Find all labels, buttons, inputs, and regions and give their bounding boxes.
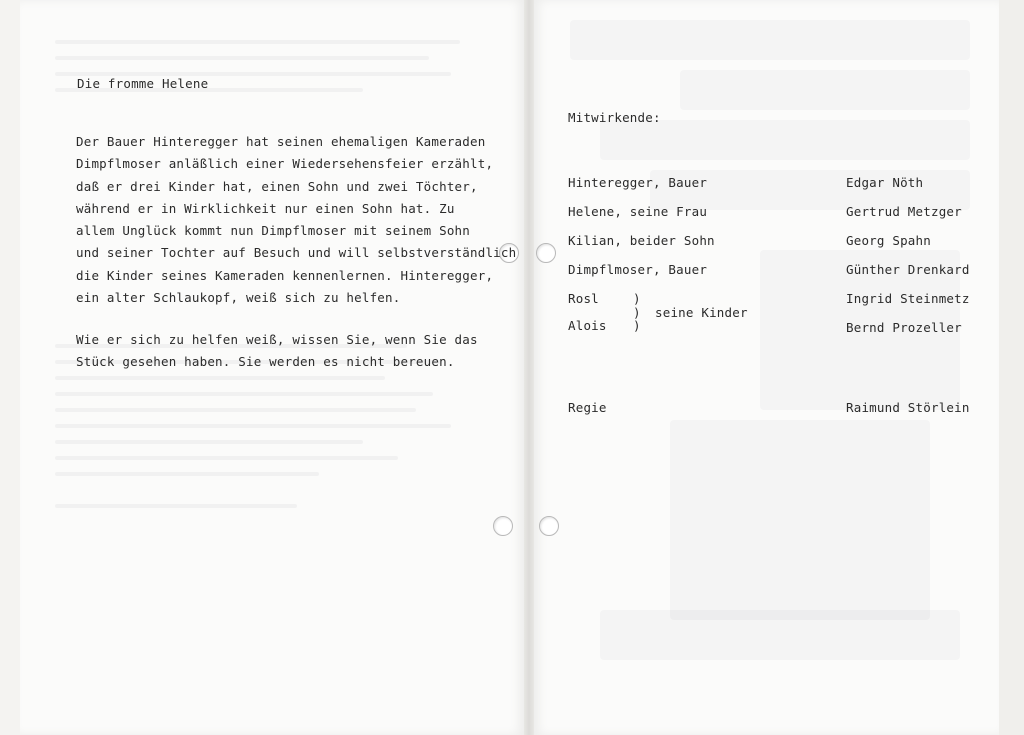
synopsis-line: die Kinder seines Kameraden kennenlernen. Hinteregger, xyxy=(76,267,494,283)
cast-heading: Mitwirkende: xyxy=(568,110,661,125)
synopsis-paragraph xyxy=(76,134,516,312)
cast-actor: Gertrud Metzger xyxy=(846,204,962,219)
cast-role: Regie xyxy=(568,400,607,415)
bracket-mark: ) xyxy=(633,318,641,333)
synopsis-line: und seiner Tochter auf Besuch und will selbstverständlich xyxy=(76,245,517,261)
children-label: seine Kinder xyxy=(655,305,748,320)
page-edge xyxy=(999,0,1024,735)
bracket-mark: ) xyxy=(633,305,641,320)
cast-role: Alois xyxy=(568,318,607,333)
book-gutter xyxy=(524,0,534,735)
punch-hole xyxy=(539,516,559,536)
play-title: Die fromme Helene xyxy=(77,76,209,91)
synopsis-line: Dimpflmoser anläßlich einer Wiedersehensfeier erzählt, xyxy=(76,156,494,172)
cast-role: Rosl xyxy=(568,291,599,306)
cast-actor: Bernd Prozeller xyxy=(846,320,962,335)
closing-paragraph xyxy=(76,332,478,376)
cast-role: Helene, seine Frau xyxy=(568,204,708,219)
punch-hole xyxy=(493,516,513,536)
synopsis-line: ein alter Schlaukopf, weiß sich zu helfen. xyxy=(76,290,401,306)
cast-actor: Raimund Störlein xyxy=(846,400,970,415)
closing-line: Wie er sich zu helfen weiß, wissen Sie, wenn Sie das xyxy=(76,332,478,347)
cast-actor: Ingrid Steinmetz xyxy=(846,291,970,306)
cast-actor: Günther Drenkard xyxy=(846,262,970,277)
cast-role: Dimpflmoser, Bauer xyxy=(568,262,708,277)
cast-role: Kilian, beider Sohn xyxy=(568,233,715,248)
bracket-mark: ) xyxy=(633,291,641,306)
punch-hole xyxy=(536,243,556,263)
cast-actor: Georg Spahn xyxy=(846,233,931,248)
cast-role: Hinteregger, Bauer xyxy=(568,175,708,190)
cast-actor: Edgar Nöth xyxy=(846,175,924,190)
synopsis-line: während er in Wirklichkeit nur einen Sohn hat. Zu xyxy=(76,200,455,216)
synopsis-line: daß er drei Kinder hat, einen Sohn und zwei Töchter, xyxy=(76,178,478,194)
synopsis-line: allem Unglück kommt nun Dimpflmoser mit seinem Sohn xyxy=(76,223,471,239)
synopsis-line: Der Bauer Hinteregger hat seinen ehemaligen Kameraden xyxy=(76,134,486,149)
closing-line: Stück gesehen haben. Sie werden es nicht bereuen. xyxy=(76,354,455,369)
